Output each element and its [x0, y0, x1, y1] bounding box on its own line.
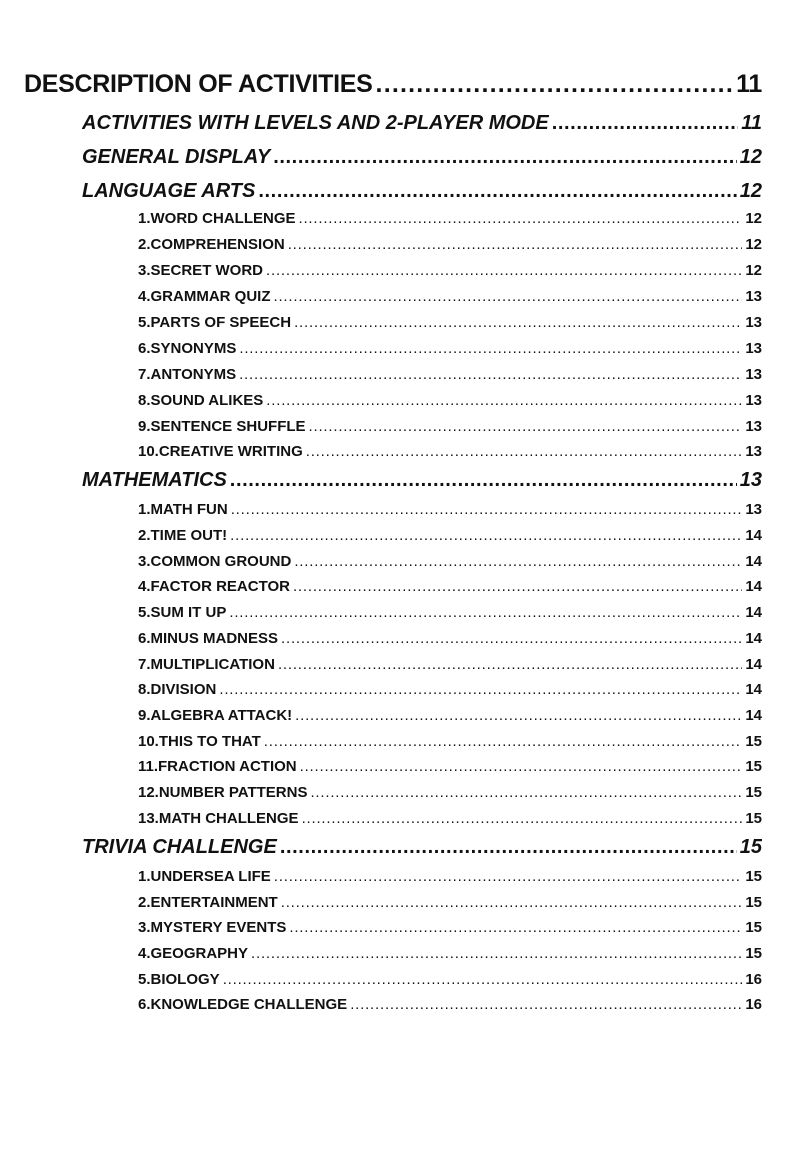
- toc-page-number: 12: [745, 236, 762, 253]
- toc-item-math-challenge[interactable]: [138, 810, 762, 827]
- toc-item-sound-alikes[interactable]: [138, 392, 762, 409]
- toc-item-secret-word[interactable]: [138, 262, 762, 279]
- dot-leader: [299, 210, 743, 227]
- toc-label: TRIVIA CHALLENGE: [82, 836, 277, 858]
- toc-label: 1.WORD CHALLENGE: [138, 210, 296, 227]
- dot-leader: [289, 919, 742, 936]
- toc-page-number: 13: [745, 418, 762, 435]
- toc-label: 13.MATH CHALLENGE: [138, 810, 299, 827]
- dot-leader: [288, 236, 743, 253]
- toc-page-number: 14: [745, 578, 762, 595]
- dot-leader: [293, 578, 742, 595]
- toc-label: 9.ALGEBRA ATTACK!: [138, 707, 293, 724]
- toc-item-factor-reactor[interactable]: [138, 578, 762, 595]
- dot-leader: [258, 180, 736, 203]
- toc-item-entertainment[interactable]: [138, 894, 762, 911]
- toc-page-number: 14: [745, 604, 762, 621]
- toc-page-number: 13: [745, 340, 762, 357]
- toc-section-general-display[interactable]: [82, 146, 762, 169]
- dot-leader: [350, 996, 742, 1013]
- dot-leader: [230, 469, 737, 492]
- toc-label: 4.GRAMMAR QUIZ: [138, 288, 271, 305]
- toc-label: 3.SECRET WORD: [138, 262, 264, 279]
- toc-page-number: 13: [745, 501, 762, 518]
- toc-label: 8.DIVISION: [138, 681, 217, 698]
- dot-leader: [281, 894, 743, 911]
- toc-page-number: 15: [745, 810, 762, 827]
- toc-page-number: 14: [745, 656, 762, 673]
- toc-label: 4.GEOGRAPHY: [138, 945, 249, 962]
- toc-item-algebra-attack[interactable]: [138, 707, 762, 724]
- toc-page-number: 13: [745, 443, 762, 460]
- toc-page-number: 15: [745, 868, 762, 885]
- dot-leader: [310, 784, 742, 801]
- dot-leader: [300, 758, 743, 775]
- toc-page-number: 16: [745, 996, 762, 1013]
- toc-label: 2.TIME OUT!: [138, 527, 228, 544]
- toc-label: 6.SYNONYMS: [138, 340, 237, 357]
- toc-label: 7.MULTIPLICATION: [138, 656, 275, 673]
- toc-label: 6.MINUS MADNESS: [138, 630, 279, 647]
- toc-page-number: 13: [745, 366, 762, 383]
- dot-leader: [251, 945, 742, 962]
- dot-leader: [295, 707, 742, 724]
- toc-label: 8.SOUND ALIKES: [138, 392, 264, 409]
- toc-item-undersea-life[interactable]: [138, 868, 762, 885]
- toc-page-number: 13: [745, 392, 762, 409]
- toc-page-number: 13: [745, 314, 762, 331]
- dot-leader: [223, 971, 743, 988]
- toc-item-common-ground[interactable]: [138, 553, 762, 570]
- toc-page-number: 15: [745, 758, 762, 775]
- toc-label: 7.ANTONYMS: [138, 366, 237, 383]
- toc-page-number: 15: [745, 919, 762, 936]
- dot-leader: [274, 288, 743, 305]
- toc-item-time-out[interactable]: [138, 527, 762, 544]
- toc-item-mystery-events[interactable]: [138, 919, 762, 936]
- toc-item-biology[interactable]: [138, 971, 762, 988]
- dot-leader: [552, 112, 739, 135]
- toc-label: 10.THIS TO THAT: [138, 733, 261, 750]
- toc-item-parts-of-speech[interactable]: [138, 314, 762, 331]
- toc-label: LANGUAGE ARTS: [82, 180, 256, 202]
- toc-section-trivia-challenge[interactable]: [82, 836, 762, 859]
- toc-section-language-arts[interactable]: [82, 180, 762, 203]
- toc-item-division[interactable]: [138, 681, 762, 698]
- toc-label: 6.KNOWLEDGE CHALLENGE: [138, 996, 348, 1013]
- toc-label: 3.MYSTERY EVENTS: [138, 919, 287, 936]
- dot-leader: [294, 314, 742, 331]
- toc-item-geography[interactable]: [138, 945, 762, 962]
- toc-page-number: 13: [745, 288, 762, 305]
- toc-item-grammar-quiz[interactable]: [138, 288, 762, 305]
- toc-item-word-challenge[interactable]: [138, 210, 762, 227]
- toc-label: 1.MATH FUN: [138, 501, 228, 518]
- dot-leader: [274, 868, 743, 885]
- toc-section-mathematics[interactable]: [82, 469, 762, 492]
- toc-label: 12.NUMBER PATTERNS: [138, 784, 308, 801]
- toc-label: GENERAL DISPLAY: [82, 146, 271, 168]
- toc-label: ACTIVITIES WITH LEVELS AND 2-PLAYER MODE: [82, 112, 549, 134]
- toc-label: DESCRIPTION OF ACTIVITIES: [24, 70, 373, 98]
- toc-page-number: 14: [745, 707, 762, 724]
- dot-leader: [229, 604, 742, 621]
- toc-item-synonyms[interactable]: [138, 340, 762, 357]
- toc-heading-description-of-activities[interactable]: [24, 70, 762, 99]
- toc-page-number: 15: [745, 894, 762, 911]
- dot-leader: [230, 527, 742, 544]
- toc-page-number: 14: [745, 527, 762, 544]
- dot-leader: [266, 262, 742, 279]
- toc-page-number: 12: [739, 146, 762, 168]
- dot-leader: [273, 146, 737, 169]
- toc-item-sentence-shuffle[interactable]: [138, 418, 762, 435]
- dot-leader: [376, 70, 734, 99]
- dot-leader: [306, 443, 743, 460]
- toc-label: 5.SUM IT UP: [138, 604, 227, 621]
- toc-page-number: 14: [745, 681, 762, 698]
- dot-leader: [278, 656, 742, 673]
- toc-label: 4.FACTOR REACTOR: [138, 578, 290, 595]
- toc-page-number: 12: [745, 210, 762, 227]
- toc-item-minus-madness[interactable]: [138, 630, 762, 647]
- toc-page-number: 12: [739, 180, 762, 202]
- toc-label: 3.COMMON GROUND: [138, 553, 292, 570]
- toc-label: 2.ENTERTAINMENT: [138, 894, 278, 911]
- toc-page-number: 11: [741, 112, 762, 134]
- toc-item-math-fun[interactable]: [138, 501, 762, 518]
- toc-label: 2.COMPREHENSION: [138, 236, 285, 253]
- toc-page-number: 14: [745, 553, 762, 570]
- toc-page-number: 16: [745, 971, 762, 988]
- toc-item-this-to-that[interactable]: [138, 733, 762, 750]
- dot-leader: [264, 733, 743, 750]
- toc-item-knowledge-challenge[interactable]: [138, 996, 762, 1013]
- dot-leader: [239, 340, 742, 357]
- toc-label: 11.FRACTION ACTION: [138, 758, 297, 775]
- dot-leader: [239, 366, 742, 383]
- toc-item-comprehension[interactable]: [138, 236, 762, 253]
- dot-leader: [309, 418, 743, 435]
- toc-item-antonyms[interactable]: [138, 366, 762, 383]
- toc-page-number: 15: [745, 945, 762, 962]
- dot-leader: [231, 501, 743, 518]
- toc-label: 1.UNDERSEA LIFE: [138, 868, 271, 885]
- dot-leader: [281, 630, 742, 647]
- dot-leader: [219, 681, 742, 698]
- toc-item-multiplication[interactable]: [138, 656, 762, 673]
- dot-leader: [294, 553, 742, 570]
- toc-section-activities-with-levels[interactable]: [82, 112, 762, 135]
- toc-label: 5.PARTS OF SPEECH: [138, 314, 292, 331]
- toc-page-number: 14: [745, 630, 762, 647]
- toc-label: 9.SENTENCE SHUFFLE: [138, 418, 306, 435]
- dot-leader: [266, 392, 742, 409]
- toc-label: 10.CREATIVE WRITING: [138, 443, 303, 460]
- toc-label: 5.BIOLOGY: [138, 971, 220, 988]
- toc-label: MATHEMATICS: [82, 469, 227, 491]
- toc-item-number-patterns[interactable]: [138, 784, 762, 801]
- toc-item-creative-writing[interactable]: [138, 443, 762, 460]
- toc-page-number: 15: [745, 784, 762, 801]
- toc-page-number: 12: [745, 262, 762, 279]
- toc-page-number: 15: [739, 836, 762, 858]
- dot-leader: [302, 810, 743, 827]
- toc-page-number: 13: [739, 469, 762, 491]
- toc-item-sum-it-up[interactable]: [138, 604, 762, 621]
- toc-item-fraction-action[interactable]: [138, 758, 762, 775]
- dot-leader: [280, 836, 737, 859]
- toc-page-number: 15: [745, 733, 762, 750]
- toc-page-number: 11: [736, 70, 762, 98]
